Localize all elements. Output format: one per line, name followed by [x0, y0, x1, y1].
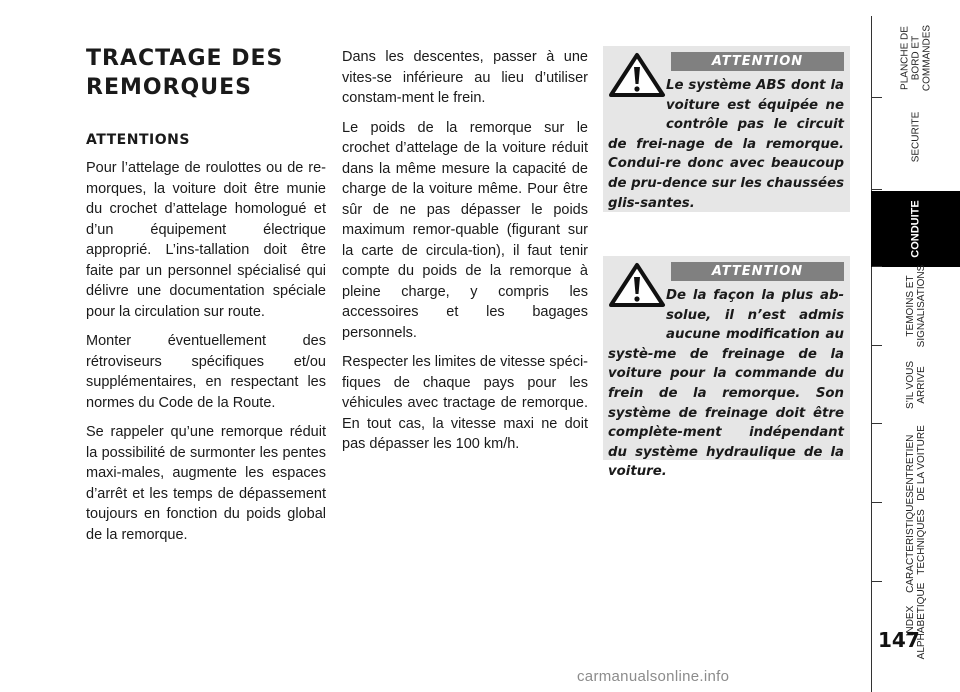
tab-divider — [872, 345, 882, 346]
tab-temoins[interactable] — [871, 264, 960, 348]
tab-label — [905, 425, 927, 501]
text-column-2 — [342, 47, 588, 464]
tab-label-line: BORD ET — [910, 35, 921, 81]
tab-label — [910, 200, 921, 257]
tab-divider — [872, 97, 882, 98]
tab-silvous[interactable] — [871, 347, 960, 423]
section-subheading: ATTENTIONS — [86, 132, 190, 148]
tab-label-line: SIGNALISATIONS — [915, 264, 927, 348]
tab-divider — [872, 502, 882, 503]
tab-label-line: SECURITE — [910, 111, 921, 163]
title-line-1: TRACTAGE DES — [86, 46, 284, 71]
tab-label-line: ARRIVE — [915, 366, 927, 404]
warning-text: De la façon la plus ab-solue, il n’est admis aucune modification au systè-me de freinage de la voiture pour la commande du frein de la remorque. Son système de freinage doit être complète-ment indépendant du système hydraulique de la voiture. — [608, 288, 844, 480]
tab-label-line: TECHNIQUES — [915, 509, 927, 575]
title-line-2: REMORQUES — [86, 75, 252, 100]
page-number: 147 — [878, 628, 920, 652]
paragraph: Pour l’attelage de roulottes ou de re-morques, la voiture doit être munie du crochet d’attelage homologué et d’un équipement électrique approprié. L’ins-tallation doit être faite par un personnel spécialisé qui délivre une documentation spéciale pour la circulation sur route. — [86, 160, 326, 320]
page-title — [86, 44, 283, 102]
warning-box-abs — [603, 46, 850, 212]
tab-divider — [872, 266, 882, 267]
tab-label-line: TEMOINS ET — [904, 275, 916, 337]
paragraph: Dans les descentes, passer à une vites-se inférieure au lieu d’utiliser constam-ment le frein. — [342, 49, 588, 106]
tab-label — [905, 361, 927, 409]
paragraph: Se rappeler qu’une remorque réduit la possibilité de surmonter les pentes maxi-males, augmente les espaces d’arrêt et les temps de dépassement toujours en fonction du poids global de la remorque. — [86, 424, 326, 543]
text-column-1 — [86, 158, 326, 554]
tab-label-line: S’IL VOUS — [904, 361, 916, 409]
attention-badge: ATTENTION — [671, 262, 844, 281]
tab-label-line: INDEX — [904, 605, 916, 637]
tab-caracteristiques[interactable] — [871, 491, 960, 593]
tab-label-line: ALPHABETIQUE — [915, 582, 927, 660]
tab-label-line: CARACTERISTIQUES — [904, 491, 916, 593]
tab-label-line: CONDUITE — [909, 200, 921, 258]
warning-box-brakes — [603, 256, 850, 480]
tab-planche[interactable] — [871, 20, 960, 96]
tab-label-line: DE LA VOITURE — [915, 425, 927, 501]
tab-securite[interactable] — [871, 99, 960, 175]
attention-badge: ATTENTION — [671, 52, 844, 71]
warning-text: Le système ABS dont la voiture est équipée ne contrôle pas le circuit de frei-nage de la remorque. Condui-re donc avec beaucoup de pru-dence sur les chaussées glis-santes. — [608, 78, 845, 211]
tab-label — [905, 491, 927, 593]
paragraph: Respecter les limites de vitesse spéci-fiques de chaque pays pour les véhicules avec tractage de remorque. En tout cas, la vitesse maxi ne doit pas dépasser les 100 km/h. — [342, 354, 588, 452]
tab-entretien[interactable] — [871, 425, 960, 501]
tab-label-line: PLANCHE DE — [899, 26, 910, 90]
chapter-tabs — [871, 0, 960, 692]
tab-conduite[interactable] — [871, 191, 960, 267]
tab-divider — [872, 581, 882, 582]
tab-divider — [872, 189, 882, 190]
paragraph: Monter éventuellement des rétroviseurs spécifiques et/ou supplémentaires, en respectant les normes du Code de la Route. — [86, 333, 326, 411]
tab-label — [899, 25, 932, 91]
tab-divider — [872, 423, 882, 424]
tab-label — [910, 112, 921, 163]
paragraph: Le poids de la remorque sur le crochet d’attelage de la voiture réduit dans la même mesure la capacité de charge de la voiture même. Pour être sûr de ne pas dépasser le poids maximum remor-quable (figurant sur la carte de circula-tion), il faut tenir compte du poids de la remorque à pleine charge, y compris les accessoires et les bagages personnels. — [342, 119, 588, 341]
watermark: carmanualsonline.info — [577, 668, 730, 685]
tab-label — [905, 265, 927, 348]
tab-label-line: ENTRETIEN — [904, 434, 916, 492]
tab-label-line: COMMANDES — [921, 24, 932, 92]
